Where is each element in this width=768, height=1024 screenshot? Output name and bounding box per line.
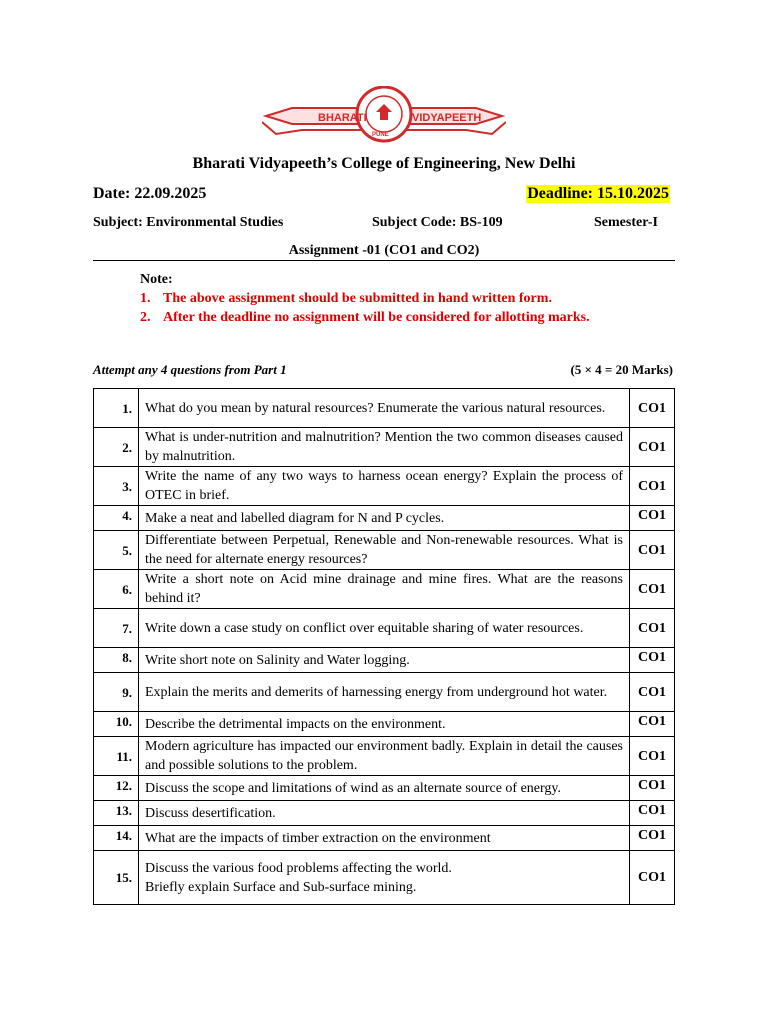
subject: Subject: Environmental Studies — [93, 215, 284, 230]
question-text: What are the impacts of timber extraction on the environment — [139, 826, 630, 851]
course-outcome: CO1 — [630, 801, 675, 826]
question-text: Discuss desertification. — [139, 801, 630, 826]
table-row — [94, 389, 675, 428]
questions-table — [93, 388, 675, 905]
table-row — [94, 467, 675, 506]
question-number: 2. — [94, 428, 139, 467]
part-marks: (5 × 4 = 20 Marks) — [570, 362, 673, 377]
course-outcome: CO1 — [630, 648, 675, 673]
question-number: 5. — [94, 531, 139, 570]
table-row — [94, 673, 675, 712]
question-number: 7. — [94, 609, 139, 648]
course-outcome: CO1 — [630, 609, 675, 648]
course-outcome: CO1 — [630, 570, 675, 609]
course-outcome: CO1 — [630, 531, 675, 570]
question-text: Describe the detrimental impacts on the environment. — [139, 712, 630, 737]
question-number: 13. — [94, 801, 139, 826]
subject-code: Subject Code: BS-109 — [372, 215, 503, 230]
question-text: Differentiate between Perpetual, Renewable and Non-renewable resources. What is the need for alternate energy resources? — [139, 531, 630, 570]
question-number: 10. — [94, 712, 139, 737]
table-row — [94, 506, 675, 531]
part-instruction: Attempt any 4 questions from Part 1 — [93, 362, 287, 377]
question-text: What do you mean by natural resources? Enumerate the various natural resources. — [139, 389, 630, 428]
question-number: 11. — [94, 737, 139, 776]
table-row — [94, 776, 675, 801]
note-item — [140, 308, 590, 327]
question-number: 15. — [94, 851, 139, 905]
question-text: Make a neat and labelled diagram for N and P cycles. — [139, 506, 630, 531]
course-outcome: CO1 — [630, 776, 675, 801]
course-outcome: CO1 — [630, 467, 675, 506]
question-number: 8. — [94, 648, 139, 673]
college-title: Bharati Vidyapeeth’s College of Engineering, New Delhi — [192, 155, 576, 172]
course-outcome: CO1 — [630, 428, 675, 467]
note-list — [140, 289, 590, 327]
logo-text-left: BHARATI — [318, 112, 367, 124]
question-number: 14. — [94, 826, 139, 851]
table-row — [94, 851, 675, 905]
note-number: 1. — [140, 291, 151, 306]
assignment-title: Assignment -01 (CO1 and CO2) — [288, 243, 480, 258]
note-item — [140, 289, 590, 308]
table-row — [94, 801, 675, 826]
course-outcome: CO1 — [630, 673, 675, 712]
question-text: Modern agriculture has impacted our environment badly. Explain in detail the causes and possible solutions to the problem. — [139, 737, 630, 776]
question-text — [139, 851, 630, 905]
question-text: Write short note on Salinity and Water logging. — [139, 648, 630, 673]
table-row — [94, 712, 675, 737]
question-text: Write a short note on Acid mine drainage and mine fires. What are the reasons behind it? — [139, 570, 630, 609]
question-text: Write down a case study on conflict over equitable sharing of water resources. — [139, 609, 630, 648]
note-heading: Note: — [140, 272, 173, 287]
course-outcome: CO1 — [630, 506, 675, 531]
table-row — [94, 570, 675, 609]
question-number: 12. — [94, 776, 139, 801]
issue-date: Date: 22.09.2025 — [93, 185, 207, 202]
college-logo — [262, 86, 506, 146]
logo-text-bottom: PUNE — [372, 132, 389, 138]
semester: Semester-I — [594, 215, 659, 230]
question-text: Write the name of any two ways to harness ocean energy? Explain the process of OTEC in brief. — [139, 467, 630, 506]
course-outcome: CO1 — [630, 712, 675, 737]
note-number: 2. — [140, 310, 151, 325]
table-row — [94, 648, 675, 673]
question-text-line: Discuss the various food problems affecting the world. — [145, 860, 452, 876]
course-outcome: CO1 — [630, 737, 675, 776]
note-text: After the deadline no assignment will be considered for allotting marks. — [163, 310, 590, 325]
course-outcome: CO1 — [630, 851, 675, 905]
question-text: What is under-nutrition and malnutrition? Mention the two common diseases caused by malnutrition. — [139, 428, 630, 467]
question-text-line: Briefly explain Surface and Sub-surface mining. — [145, 879, 417, 895]
logo-text-right: VIDYAPEETH — [412, 112, 482, 124]
question-text: Discuss the scope and limitations of wind as an alternate source of energy. — [139, 776, 630, 801]
table-row — [94, 826, 675, 851]
table-row — [94, 737, 675, 776]
table-row — [94, 531, 675, 570]
question-text: Explain the merits and demerits of harnessing energy from underground hot water. — [139, 673, 630, 712]
header-divider — [93, 260, 675, 261]
question-number: 4. — [94, 506, 139, 531]
deadline: Deadline: 15.10.2025 — [527, 185, 669, 202]
note-text: The above assignment should be submitted in hand written form. — [163, 291, 552, 306]
question-number: 9. — [94, 673, 139, 712]
question-number: 3. — [94, 467, 139, 506]
course-outcome: CO1 — [630, 389, 675, 428]
table-row — [94, 428, 675, 467]
question-number: 1. — [94, 389, 139, 428]
question-number: 6. — [94, 570, 139, 609]
table-row — [94, 609, 675, 648]
course-outcome: CO1 — [630, 826, 675, 851]
